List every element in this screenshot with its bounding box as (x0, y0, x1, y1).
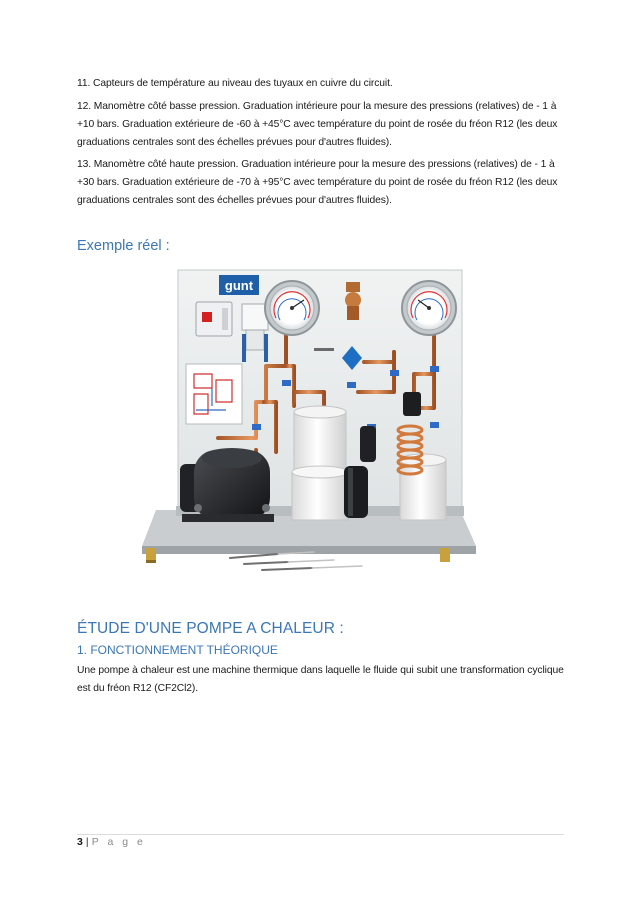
example-heading: Exemple réel : (77, 238, 170, 254)
heat-pump-photo (138, 262, 478, 580)
footer-separator: | (85, 836, 89, 848)
paragraph-item-12: 12. Manomètre côté basse pression. Graduation intérieure pour la mesure des pressions (relatives) de - 1 à +10 bars. Graduation extérieure de -60 à +45°C avec température du point de rosée du fréon R12 (les deux graduations centrales sont des échelles prévues pour d'autres fluides). (77, 101, 558, 148)
page-footer (77, 836, 146, 848)
section-heading: ÉTUDE D'UNE POMPE A CHALEUR : (77, 620, 344, 637)
subsection-heading: 1. FONCTIONNEMENT THÉORIQUE (77, 643, 278, 657)
paragraph-item-13: 13. Manomètre côté haute pression. Graduation intérieure pour la mesure des pressions (relatives) de - 1 à +30 bars. Graduation extérieure de -70 à +95°C avec température du point de rosée du fréon R12 (les deux graduations centrales sont des échelles prévues pour d'autres fluides). (77, 159, 558, 206)
brand-logo: gunt (224, 278, 254, 293)
page-label: P a g e (91, 836, 146, 848)
paragraph-item-11: 11. Capteurs de température au niveau des tuyaux en cuivre du circuit. (77, 78, 393, 89)
page-number: 3 (77, 836, 83, 848)
footer-divider (77, 834, 564, 835)
body-paragraph: Une pompe à chaleur est une machine thermique dans laquelle le fluide qui subit une transformation cyclique est du fréon R12 (CF2Cl2). (77, 665, 564, 694)
